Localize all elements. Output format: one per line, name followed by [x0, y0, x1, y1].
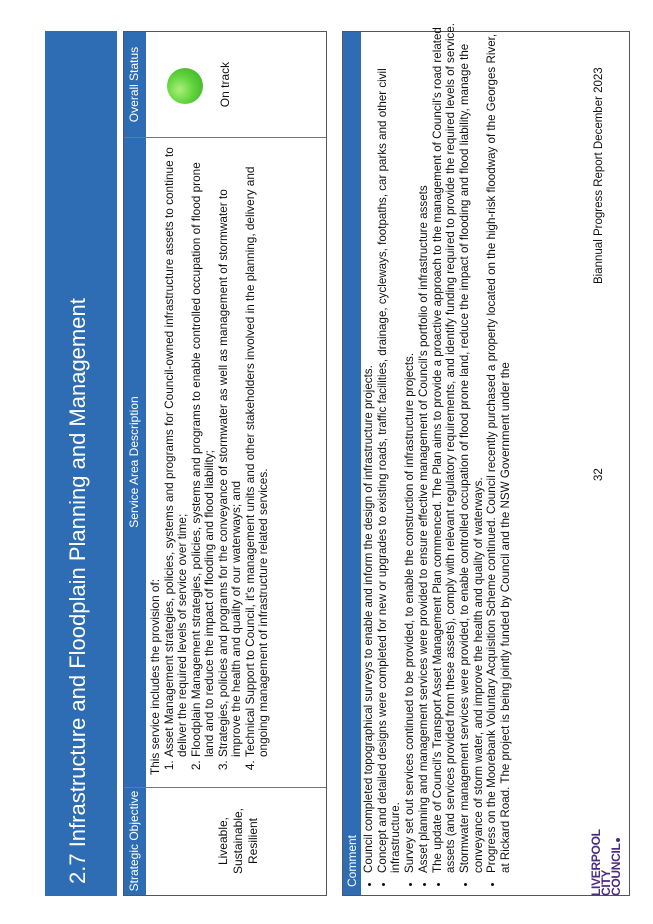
service-table: [123, 31, 327, 896]
comment-item: • Concept and detailed designs were completed for new or upgrades to existing roads, traffic facilities, drainage, cycleways, footpaths, car parks and other civil infrastructure.: [376, 23, 403, 873]
logo-dot-icon: [616, 838, 620, 842]
status-label: On track: [218, 61, 232, 108]
comment-table: [342, 23, 630, 896]
comment-item: • Survey set out services continued to be provided, to enable the construction of infrastructure projects.: [403, 23, 417, 873]
description-item: 4. Technical Support to Council, it's management units and other stakeholders involved in the planning, delivery and ongoing management of infrastructure related services.: [244, 145, 271, 757]
header-service-area-description: Service Area Description: [127, 396, 141, 528]
column-divider: [124, 787, 326, 788]
header-strategic-objective: Strategic Objective: [127, 790, 141, 892]
description-item: 2. Floodplain Management strategies, policies, systems and programs to enable controlled occupation of flood prone land and to reduce the impact of flooding and flood liability;: [190, 145, 217, 757]
logo-line: COUNCIL: [609, 843, 623, 896]
title-bar: [45, 31, 117, 896]
liverpool-city-council-logo: [589, 829, 623, 896]
logo-line: LIVERPOOL: [589, 829, 603, 896]
header-overall-status: Overall Status: [127, 46, 141, 123]
service-table-header: [124, 32, 146, 895]
status-indicator-icon: [167, 68, 203, 104]
comment-item: • Stormwater management services were provided, to enable controlled occupation of flood prone land, reduce the impact of flooding and flood liability, manage the conveyance of storm water, and improve the health and quality of waterways.: [458, 23, 485, 873]
logo-line: CITY: [599, 869, 613, 896]
page-title: 2.7 Infrastructure and Floodplain Planning and Management: [65, 298, 90, 884]
comment-header-label: Comment: [345, 834, 359, 887]
page-number: 32: [593, 468, 605, 481]
comment-item: • Asset planning and management services were provided to ensure effective management of Council's portfolio of infrastructure assets: [417, 23, 431, 873]
comment-item: • Progress on the Moorebank Voluntary Acquisition Scheme continued. Council recently purchased a property located on the high-risk floodway of the Georges River, at Rickard Road. The project is being jointly funded by Council and the NSW Government under the: [485, 23, 512, 873]
service-description: [149, 145, 271, 775]
description-intro: This service includes the provision of:: [148, 578, 162, 775]
comment-item: • Council completed topographical surveys to enable and inform the design of infrastructure projects.: [362, 23, 376, 873]
column-divider: [124, 137, 326, 138]
comment-list: [362, 23, 513, 887]
comment-header: [343, 32, 361, 895]
description-item: 3. Strategies, policies and programs for the conveyance of stormwater as well as management of stormwater to improve the health and quality of our waterways; and: [217, 145, 244, 757]
report-name: Biannual Progress Report December 2023: [593, 67, 605, 284]
comment-item: • The update of Council's Transport Asset Management Plan commenced. The Plan aims to provide a proactive approach to the management of Council's road related assets (and services provided from these assets), comply with relevant regulatory requirements, and identify funding required to provide the required levels of service.: [431, 23, 458, 873]
description-item: 1. Asset Management strategies, policies, systems and programs for Council-owned infrastructure assets to continue to deliver the required levels of service over time;: [163, 145, 190, 757]
strategic-objective-value: Liveable, Sustainable, Resilient: [216, 807, 260, 875]
